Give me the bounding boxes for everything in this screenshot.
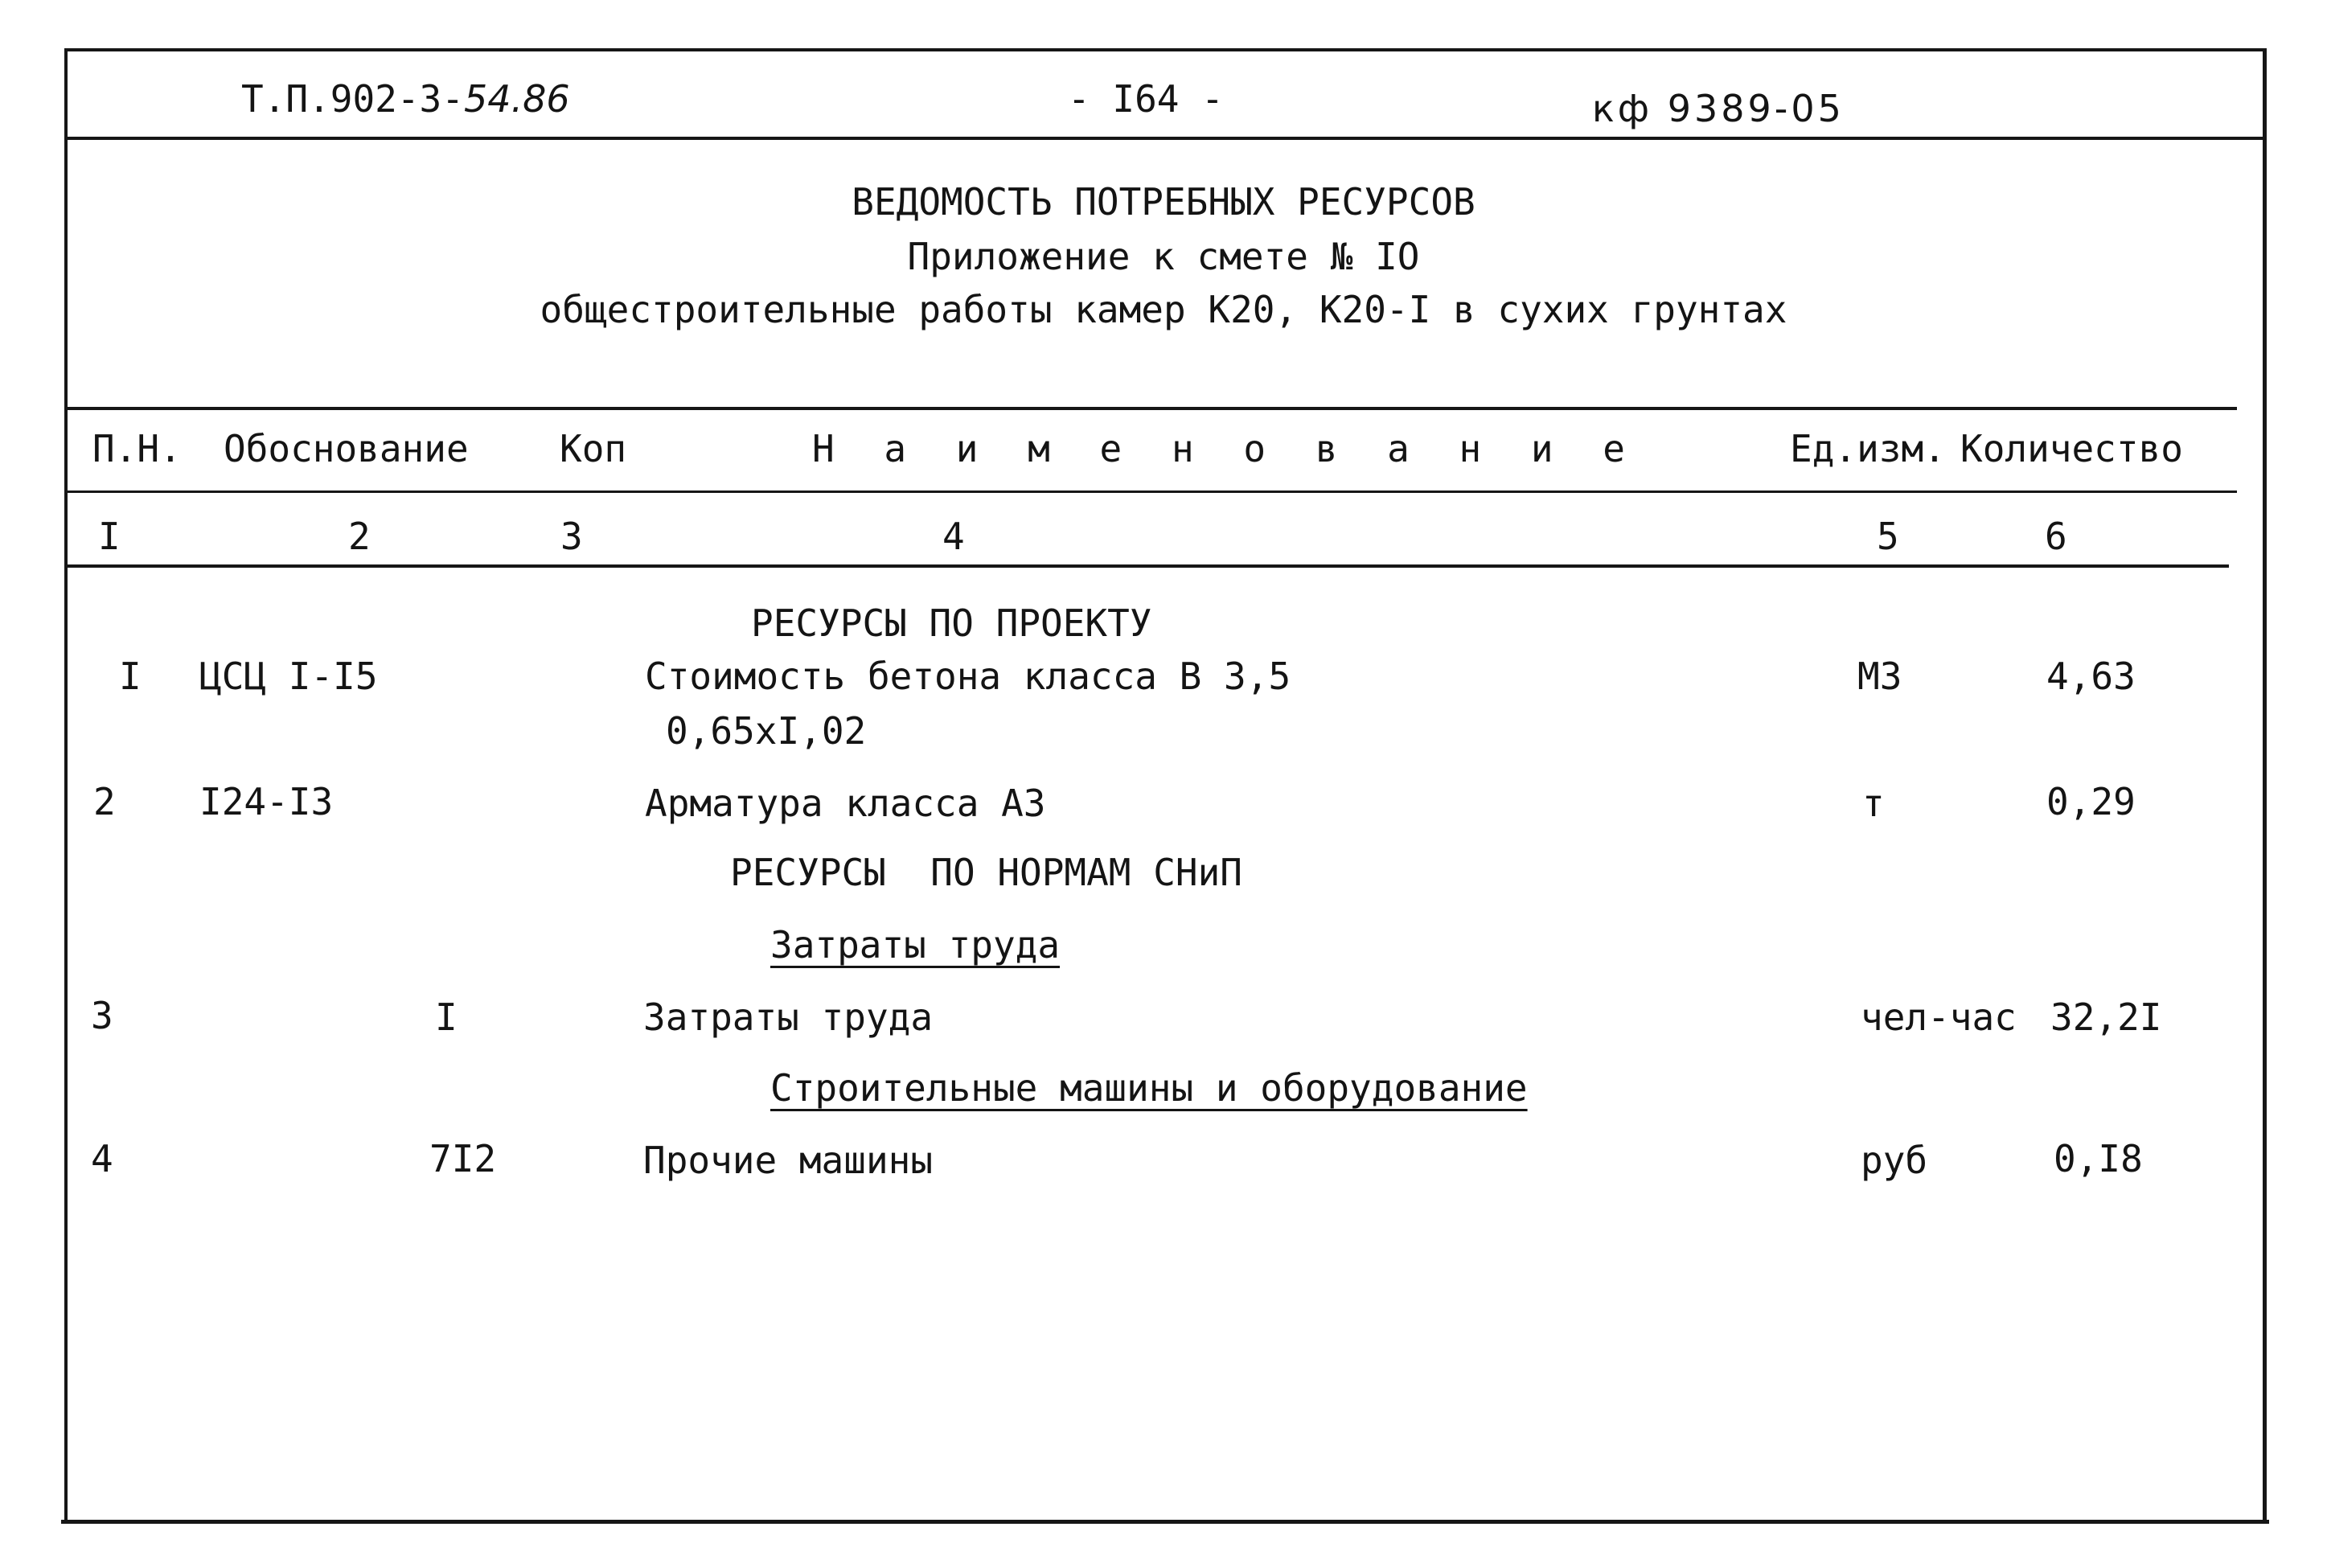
col-number-3: 3 xyxy=(560,515,583,558)
table-header-top xyxy=(66,407,2237,410)
row4-name: Прочие машины xyxy=(643,1139,934,1182)
row1-qty: 4,63 xyxy=(2046,655,2136,698)
document-code-handwritten: 54.86 xyxy=(463,77,570,121)
col-header-pn: П.Н. xyxy=(92,427,182,470)
document-code xyxy=(241,77,570,121)
table-header-divider xyxy=(66,491,2237,493)
stamp-number: кф 9389-05 xyxy=(1592,87,1845,130)
row4-code: 7I2 xyxy=(429,1137,497,1180)
table-numbers-divider xyxy=(66,564,2229,568)
subheading-labor: Затраты труда xyxy=(770,923,1061,967)
row2-name: Арматура класса А3 xyxy=(645,782,1046,825)
frame-bottom xyxy=(61,1520,2269,1524)
col-header-name: Н а и м е н о в а н и е xyxy=(812,427,1639,470)
row4-unit: руб xyxy=(1861,1139,1928,1182)
row2-unit: т xyxy=(1862,782,1885,825)
frame-top xyxy=(66,48,2266,51)
section-project-resources: РЕСУРСЫ ПО ПРОЕКТУ xyxy=(751,601,1152,645)
row4-qty: 0,I8 xyxy=(2054,1137,2143,1180)
col-number-6: 6 xyxy=(2045,515,2067,558)
document-description: общестроительные работы камер К20, К20-I в сухих грунтах xyxy=(540,288,1787,331)
row1-name-extra: 0,65хI,02 xyxy=(666,709,867,753)
row2-qty: 0,29 xyxy=(2046,780,2136,823)
document-title: ВЕДОМОСТЬ ПОТРЕБНЫХ РЕСУРСОВ xyxy=(852,180,1475,224)
col-header-qty: Количество xyxy=(1960,427,2183,470)
col-header-unit: Ед.изм. xyxy=(1790,427,1946,470)
row1-pn: I xyxy=(119,655,142,698)
document-subtitle: Приложение к смете № IО xyxy=(907,235,1420,278)
row1-name: Стоимость бетона класса В 3,5 xyxy=(645,655,1291,698)
row1-unit: М3 xyxy=(1857,655,1902,698)
subheading-machines: Строительные машины и оборудование xyxy=(770,1066,1528,1110)
col-header-basis: Обоснование xyxy=(224,427,469,470)
page-number: - I64 - xyxy=(1068,77,1224,121)
row3-unit: чел-час xyxy=(1861,995,2017,1039)
row3-name: Затраты труда xyxy=(643,995,934,1039)
row1-basis: ЦСЦ I-I5 xyxy=(199,655,378,698)
col-number-4: 4 xyxy=(942,515,965,558)
row4-pn: 4 xyxy=(91,1137,113,1180)
row3-pn: 3 xyxy=(91,994,113,1037)
col-number-2: 2 xyxy=(348,515,371,558)
row2-pn: 2 xyxy=(93,780,116,823)
row3-code: I xyxy=(435,995,458,1039)
header-divider xyxy=(66,137,2266,140)
row2-basis: I24-I3 xyxy=(199,780,334,823)
section-norm-resources: РЕСУРСЫ ПО НОРМАМ СНиП xyxy=(730,851,1242,894)
row3-qty: 32,2I xyxy=(2050,995,2162,1039)
col-number-1: I xyxy=(98,515,121,558)
document-code-printed: Т.П.902-3- xyxy=(241,77,464,121)
col-header-code: Коп xyxy=(560,427,627,470)
col-number-5: 5 xyxy=(1877,515,1899,558)
